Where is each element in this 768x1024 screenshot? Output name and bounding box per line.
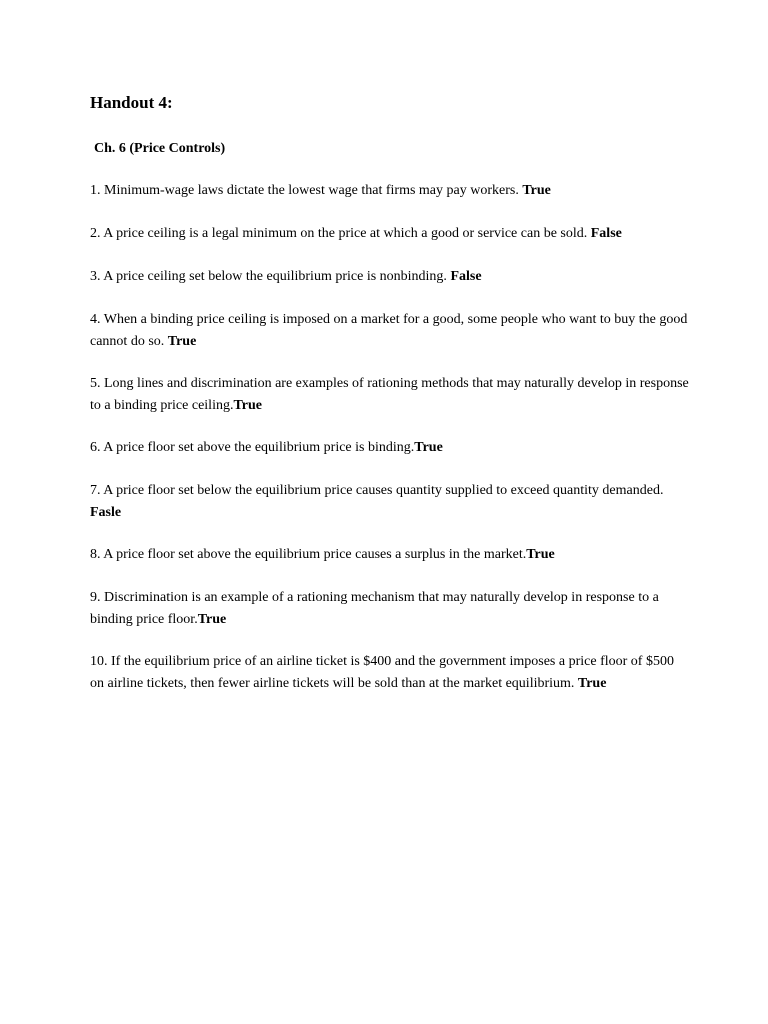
question-text: 8. A price floor set above the equilibrium price causes a surplus in the market. (90, 547, 527, 562)
question-3 (90, 266, 690, 288)
answer: True (167, 333, 197, 349)
question-9 (90, 587, 690, 630)
answer: False (590, 226, 622, 241)
question-text: 5. Long lines and discrimination are examples of rationing methods that may naturally develop in response to a binding price ceiling. (90, 376, 689, 413)
answer: True (414, 440, 443, 455)
question-text: 7. A price floor set below the equilibrium price causes quantity supplied to exceed quantity demanded. (90, 483, 664, 498)
answer: False (450, 269, 482, 284)
answer: Fasle (90, 504, 122, 520)
chapter-heading: Ch. 6 (Price Controls) (94, 141, 226, 156)
question-text: 10. If the equilibrium price of an airline ticket is $400 and the government imposes a price floor of $500 on airline tickets, then fewer airline tickets will be sold than at the market equilibrium. (90, 654, 674, 691)
question-text: 6. A price floor set above the equilibrium price is binding. (90, 440, 415, 455)
question-text: 9. Discrimination is an example of a rationing mechanism that may naturally develop in response to a binding price floor. (90, 590, 659, 627)
question-8 (90, 544, 690, 566)
answer: True (233, 397, 262, 413)
question-text: 4. When a binding price ceiling is imposed on a market for a good, some people who want to buy the good cannot do so. (90, 312, 688, 349)
question-5 (90, 373, 690, 416)
question-text: 3. A price ceiling set below the equilibrium price is nonbinding. (90, 269, 451, 284)
answer: True (577, 675, 607, 691)
question-text: 1. Minimum-wage laws dictate the lowest wage that firms may pay workers. (90, 183, 523, 198)
question-10 (90, 651, 690, 694)
question-text: 2. A price ceiling is a legal minimum on the price at which a good or service can be sold. (90, 226, 591, 241)
answer: True (522, 183, 551, 198)
answer: True (197, 611, 227, 627)
handout-title: Handout 4: (90, 93, 173, 112)
question-4 (90, 309, 690, 352)
question-7 (90, 480, 690, 523)
question-2 (90, 223, 690, 245)
answer: True (526, 547, 555, 562)
question-1 (90, 180, 690, 202)
question-6 (90, 437, 690, 459)
